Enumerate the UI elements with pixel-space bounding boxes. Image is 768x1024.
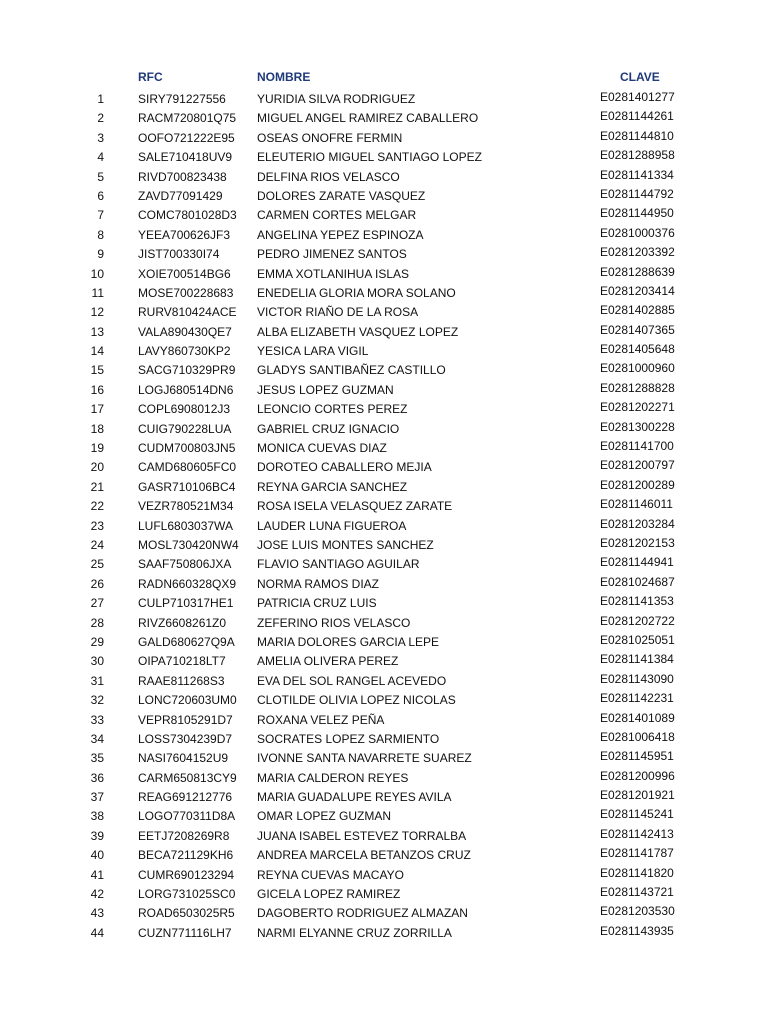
rfc-cell: CUZN771116LH7 [138,925,232,940]
rfc-cell: CUDM700803JN5 [138,441,236,456]
nombre-cell: JESUS LOPEZ GUZMAN [257,382,394,397]
nombre-cell: YESICA LARA VIGIL [257,344,369,359]
row-number: 16 [90,382,104,397]
nombre-cell: DAGOBERTO RODRIGUEZ ALMAZAN [257,906,468,921]
clave-cell: E0281142413 [600,826,674,841]
row-number: 4 [97,150,104,165]
rfc-cell: GALD680627Q9A [138,634,235,649]
rfc-cell: ZAVD77091429 [138,188,223,203]
clave-cell: E0281141353 [600,594,674,609]
clave-cell: E0281145241 [600,807,674,822]
rfc-cell: COPL6908012J3 [138,402,231,417]
clave-cell: E0281288958 [600,148,675,163]
rfc-cell: VALA890430QE7 [138,324,232,339]
header-nombre: NOMBRE [257,70,311,84]
clave-cell: E0281401277 [600,90,675,104]
row-number: 39 [90,828,104,843]
clave-cell: E0281142231 [600,691,674,706]
nombre-cell: AMELIA OLIVERA PEREZ [257,654,399,669]
rfc-cell: BECA721129KH6 [138,848,234,863]
rfc-cell: VEPR8105291D7 [138,712,233,727]
row-number: 18 [90,421,104,436]
nombre-cell: REYNA GARCIA SANCHEZ [257,479,408,494]
row-number: 11 [91,285,104,300]
rfc-cell: RACM720801Q75 [138,111,237,126]
rfc-cell: CUMR690123294 [138,867,235,882]
nombre-cell: MARIA GUADALUPE REYES AVILA [257,790,452,805]
nombre-cell: PATRICIA CRUZ LUIS [257,596,377,611]
clave-cell: E0281300228 [600,419,675,434]
clave-cell: E0281000960 [600,361,675,376]
rfc-cell: EETJ7208269R8 [138,828,230,843]
rfc-cell: ROAD6503025R5 [138,906,235,921]
row-number: 21 [90,479,104,494]
clave-cell: E0281202271 [600,400,675,415]
rfc-cell: COMC7801028D3 [138,208,237,223]
row-number: 14 [90,344,104,359]
nombre-cell: DOROTEO CABALLERO MEJIA [257,460,432,475]
row-number: 2 [97,111,104,126]
nombre-cell: JOSE LUIS MONTES SANCHEZ [257,537,434,552]
nombre-cell: MIGUEL ANGEL RAMIREZ CABALLERO [257,111,479,126]
nombre-cell: MARIA DOLORES GARCIA LEPE [257,634,440,649]
nombre-cell: IVONNE SANTA NAVARRETE SUAREZ [257,751,472,766]
clave-cell: E0281402885 [600,303,675,318]
row-number: 5 [97,169,104,184]
row-number: 13 [90,324,104,339]
clave-cell: E0281405648 [600,342,675,357]
rfc-cell: VEZR780521M34 [138,499,234,514]
row-number: 12 [90,305,104,320]
row-number: 23 [90,518,104,533]
rfc-cell: YEEA700626JF3 [138,227,231,242]
rfc-cell: CULP710317HE1 [138,596,234,611]
row-number: 3 [97,130,104,145]
row-number: 44 [90,925,104,940]
clave-cell: E0281144792 [600,186,674,201]
clave-cell: E0281141334 [600,167,674,182]
nombre-cell: ROXANA VELEZ PEÑA [257,712,385,727]
header-rfc: RFC [138,70,163,84]
clave-cell: E0281145951 [600,749,674,764]
nombre-cell: JUANA ISABEL ESTEVEZ TORRALBA [257,828,467,843]
nombre-cell: DOLORES ZARATE VASQUEZ [257,188,426,203]
clave-cell: E0281144261 [600,109,674,124]
row-number: 41 [90,867,104,882]
row-number: 22 [90,499,104,514]
nombre-cell: ANGELINA YEPEZ ESPINOZA [257,227,424,242]
rfc-cell: RADN660328QX9 [138,576,237,591]
row-number: 9 [97,247,104,262]
row-number: 35 [90,751,104,766]
rfc-cell: RIVZ6608261Z0 [138,615,227,630]
rfc-cell: GASR710106BC4 [138,479,236,494]
clave-cell: E0281288639 [600,264,675,279]
rfc-cell: CARM650813CY9 [138,770,237,785]
header-clave: CLAVE [620,70,660,84]
row-number: 42 [90,887,104,902]
clave-cell: E0281144950 [600,206,674,221]
row-number: 7 [97,208,104,223]
nombre-cell: REYNA CUEVAS MACAYO [257,867,404,882]
nombre-cell: CARMEN CORTES MELGAR [257,208,417,223]
clave-cell: E0281146011 [600,497,673,512]
rfc-cell: LOSS7304239D7 [138,731,233,746]
row-number: 29 [90,634,104,649]
rfc-cell: CUIG790228LUA [138,421,232,436]
nombre-cell: NARMI ELYANNE CRUZ ZORRILLA [257,925,452,940]
clave-cell: E0281000376 [600,225,675,240]
row-number: 6 [97,188,104,203]
row-number: 24 [90,537,104,552]
nombre-cell: ELEUTERIO MIGUEL SANTIAGO LOPEZ [257,150,482,165]
nombre-cell: FLAVIO SANTIAGO AGUILAR [257,557,420,572]
clave-cell: E0281141700 [600,439,674,454]
row-number: 26 [90,576,104,591]
clave-cell: E0281201921 [600,788,675,803]
clave-cell: E0281143721 [600,885,674,900]
row-number: 28 [90,615,104,630]
clave-cell: E0281144941 [600,555,674,570]
clave-cell: E0281203530 [600,904,675,919]
rfc-cell: REAG691212776 [138,790,233,805]
clave-cell: E0281141820 [600,865,674,880]
clave-cell: E0281143090 [600,671,674,686]
row-number: 27 [90,596,104,611]
row-number: 8 [97,227,104,242]
nombre-cell: DELFINA RIOS VELASCO [257,169,400,184]
row-number: 40 [90,848,104,863]
table-row [0,924,768,943]
rfc-cell: LONC720603UM0 [138,693,237,708]
row-number: 38 [90,809,104,824]
clave-cell: E0281203284 [600,516,675,531]
rfc-cell: MOSL730420NW4 [138,537,239,552]
clave-cell: E0281202153 [600,535,675,550]
nombre-cell: EVA DEL SOL RANGEL ACEVEDO [257,673,447,688]
rfc-cell: LOGO770311D8A [138,809,236,824]
nombre-cell: ZEFERINO RIOS VELASCO [257,615,411,630]
row-number: 37 [90,790,104,805]
nombre-cell: NORMA RAMOS DIAZ [257,576,380,591]
row-number: 19 [90,441,104,456]
clave-cell: E0281143935 [600,923,674,938]
nombre-cell: ALBA ELIZABETH VASQUEZ LOPEZ [257,324,459,339]
clave-cell: E0281200996 [600,768,675,783]
nombre-cell: ANDREA MARCELA BETANZOS CRUZ [257,848,471,863]
row-number: 25 [90,557,104,572]
nombre-cell: MONICA CUEVAS DIAZ [257,441,387,456]
row-number: 34 [90,731,104,746]
clave-cell: E0281407365 [600,322,675,337]
rfc-cell: JIST700330I74 [138,247,220,262]
clave-cell: E0281203414 [600,283,675,298]
table-header [0,70,768,88]
nombre-cell: EMMA XOTLANIHUA ISLAS [257,266,410,281]
nombre-cell: SOCRATES LOPEZ SARMIENTO [257,731,440,746]
row-number: 1 [97,92,104,106]
clave-cell: E0281144810 [600,128,674,143]
clave-cell: E0281401089 [600,710,675,725]
nombre-cell: ENEDELIA GLORIA MORA SOLANO [257,285,456,300]
rfc-cell: SACG710329PR9 [138,363,236,378]
rfc-cell: SIRY791227556 [138,92,226,106]
clave-cell: E0281024687 [600,574,675,589]
row-number: 20 [90,460,104,475]
clave-cell: E0281202722 [600,613,675,628]
row-number: 31 [90,673,104,688]
rfc-cell: RIVD700823438 [138,169,227,184]
nombre-cell: VICTOR RIAÑO DE LA ROSA [257,305,419,320]
nombre-cell: YURIDIA SILVA RODRIGUEZ [257,92,416,106]
row-number: 30 [90,654,104,669]
rfc-cell: CAMD680605FC0 [138,460,237,475]
nombre-cell: GLADYS SANTIBAÑEZ CASTILLO [257,363,446,378]
rfc-cell: LAVY860730KP2 [138,344,231,359]
row-number: 17 [90,402,104,417]
rfc-cell: OOFO721222E95 [138,130,235,145]
row-number: 15 [90,363,104,378]
rfc-cell: SAAF750806JXA [138,557,232,572]
clave-cell: E0281141384 [600,652,674,667]
clave-cell: E0281141787 [600,846,674,861]
nombre-cell: GICELA LOPEZ RAMIREZ [257,887,401,902]
nombre-cell: CLOTILDE OLIVIA LOPEZ NICOLAS [257,693,456,708]
nombre-cell: MARIA CALDERON REYES [257,770,409,785]
nombre-cell: LEONCIO CORTES PEREZ [257,402,408,417]
rfc-cell: NASI7604152U9 [138,751,229,766]
rfc-cell: LUFL6803037WA [138,518,233,533]
clave-cell: E0281025051 [600,632,675,647]
rfc-cell: OIPA710218LT7 [138,654,226,669]
nombre-cell: ROSA ISELA VELASQUEZ ZARATE [257,499,453,514]
rfc-cell: XOIE700514BG6 [138,266,231,281]
row-number: 33 [90,712,104,727]
rfc-cell: RAAE811268S3 [138,673,225,688]
row-number: 10 [90,266,104,281]
row-number: 32 [90,693,104,708]
nombre-cell: LAUDER LUNA FIGUEROA [257,518,407,533]
clave-cell: E0281200797 [600,458,675,473]
rfc-cell: LORG731025SC0 [138,887,236,902]
nombre-cell: PEDRO JIMENEZ SANTOS [257,247,407,262]
rfc-cell: SALE710418UV9 [138,150,233,165]
rfc-cell: MOSE700228683 [138,285,234,300]
clave-cell: E0281006418 [600,729,675,744]
clave-cell: E0281203392 [600,245,675,260]
rfc-cell: LOGJ680514DN6 [138,382,234,397]
table-body [0,90,768,943]
row-number: 36 [90,770,104,785]
clave-cell: E0281288828 [600,380,675,395]
nombre-cell: OMAR LOPEZ GUZMAN [257,809,392,824]
nombre-cell: GABRIEL CRUZ IGNACIO [257,421,400,436]
row-number: 43 [90,906,104,921]
clave-cell: E0281200289 [600,477,675,492]
rfc-cell: RURV810424ACE [138,305,237,320]
nombre-cell: OSEAS ONOFRE FERMIN [257,130,403,145]
